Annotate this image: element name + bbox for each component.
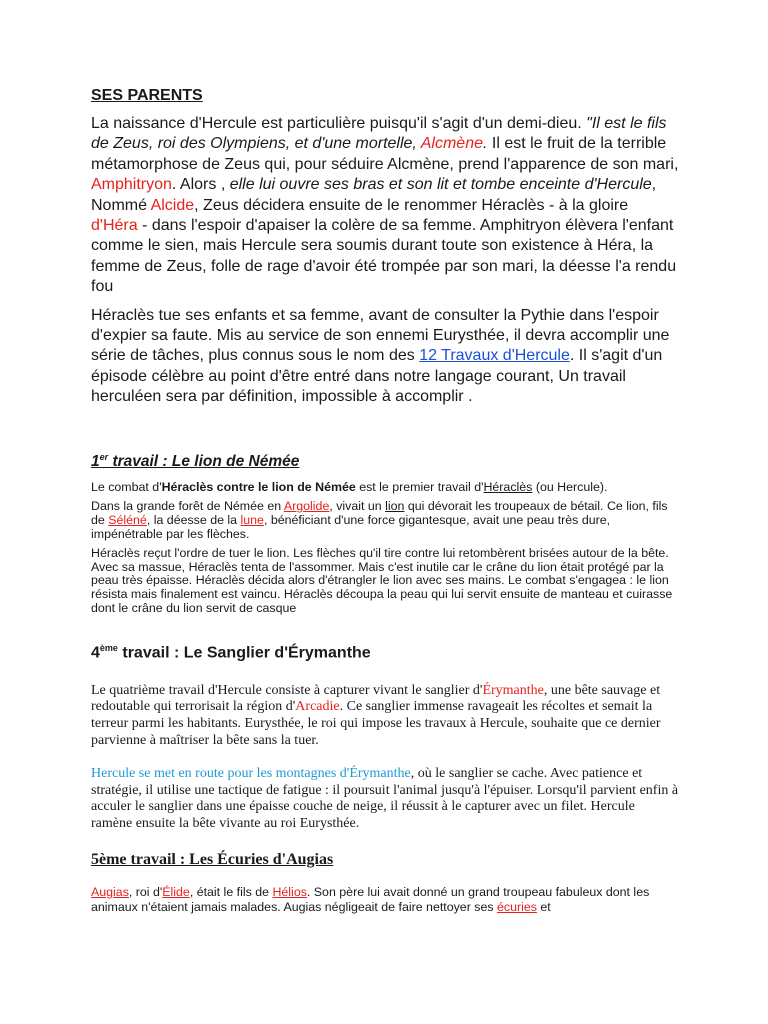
text-span: . Son père lui avait donné un grand troupeau fabuleux dont les animaux n'étaient jamais malades. Augias négligeait de faire nettoyer ses [91,884,650,915]
link-ecuries[interactable]: écuries [497,900,537,915]
name-amphitryon: Amphitryon [91,176,172,194]
text-span: . Alors , [171,176,230,194]
highlighted-text: Hercule se met en route pour les montagnes d'Érymanthe [91,765,411,781]
text-span: Héraclès tue ses enfants et sa femme, avant de consulter la Pythie dans l'espoir d'expier sa faute. Mis au service de son ennemi Eurysthée, il devra accomplir une série de tâches, plus connus sous le nom des [91,306,670,365]
text-span: Le quatrième travail d'Hercule consiste à capturer vivant le sanglier d' [91,682,483,698]
heading-travail-5: 5ème travail : Les Écuries d'Augias [91,850,334,868]
link-elide[interactable]: Élide [162,884,190,899]
heading-text: travail : Le Sanglier d'Érymanthe [117,644,371,662]
heading-ses-parents: SES PARENTS [91,87,203,104]
paragraph-lion-2 [91,500,679,541]
bold-text: Héraclès contre le lion de Némée [161,479,356,494]
text-span: , Nommé [91,176,657,214]
name-alcide: Alcide [150,196,195,214]
paragraph-sanglier-2 [91,766,679,833]
text-span: , était le fils de [189,884,273,899]
text-span: Dans la grande forêt de Némée en [91,499,284,514]
text-span: , où le sanglier se cache. Avec patience et stratégie, il utilise une tactique de fatigue : il poursuit l'animal jusqu'à l'épuiser. Lorsqu'il parvient enfin à acculer le sanglier dans une épaisse couche de neige, il réussit à le capturer avec un filet. Hercule ramène ensuite la bête vivante au roi Eurysthée. [91,765,679,832]
name-arcadie: Arcadie [295,699,340,715]
text-span: qui dévorait les troupeaux de bétail. Ce lion, fils de [91,499,668,528]
text-span: et [536,900,551,915]
text-span: . Il s'agit d'un épisode célèbre au point d'être entré dans notre langage courant, Un travail herculéen sera par définition, impossible à accomplir . [91,347,663,406]
link-heracles[interactable]: Héraclès [483,479,533,494]
link-selene[interactable]: Séléné [108,513,147,528]
link-helios[interactable]: Hélios [272,884,307,899]
heading-text: travail : Le lion de Némée [108,452,300,470]
link-argolide[interactable]: Argolide [283,499,330,514]
text-span: , roi d' [128,884,163,899]
heading-travail-4 [91,637,679,664]
heading-number: 1 [91,452,100,470]
heading-superscript: ème [99,643,118,654]
text-span: , vivait un [329,499,386,514]
quote-italic: elle lui ouvre ses bras et son lit et tombe enceinte d'Hercule [229,176,652,194]
name-hera: d'Héra [91,217,138,235]
heading-superscript: er [99,451,109,462]
paragraph-parents-2 [91,306,679,408]
link-lion[interactable]: lion [385,499,405,514]
text-span: . [482,135,488,153]
paragraph-sanglier-1 [91,683,679,750]
paragraph-augias-1 [91,885,679,916]
text-span: , bénéficiant d'une force gigantesque, avait une peau très dure, impénétrable par les flèches. [91,513,611,541]
quote-italic: "Il est le fils de Zeus, roi des Olympiens, et d'une mortelle, [91,115,667,153]
document-page [91,86,679,916]
name-erymanthe: Érymanthe [482,682,544,698]
link-12-travaux[interactable]: 12 Travaux d'Hercule [419,347,570,365]
name-alcmene: Alcmène [420,135,483,153]
paragraph-lion-3: Héraclès reçut l'ordre de tuer le lion. Les flèches qu'il tire contre lui retombèrent brisées autour de la bête. Avec sa massue, Héraclès tenta de l'assommer. Mais c'est inutile car le crâne du lion était protégé par la peau très épaisse. Héraclès décida alors d'étrangler le lion avec ses mains. Le combat s'engagea : le lion résista mais finalement est vaincu. Héraclès découpa la peau qui lui servit ensuite de manteau et cuirasse dont le crâne du lion servit de casque [91,546,673,615]
text-span: Le combat d' [91,479,162,494]
paragraph-parents-1 [91,114,679,298]
text-span: , une bête sauvage et redoutable qui terrorisait la région d' [91,682,661,715]
link-augias[interactable]: Augias [91,884,129,899]
text-span: , la déesse de la [146,513,241,528]
text-span: est le premier travail d' [355,479,484,494]
text-span: (ou Hercule). [532,479,608,494]
text-span: - dans l'espoir d'apaiser la colère de sa femme. Amphitryon élèvera l'enfant comme le sien, mais Hercule sera soumis durant toute son existence à Héra, la femme de Zeus, folle de rage d'avoir été trompée par son mari, la déesse l'a rendu fou [91,217,677,296]
text-span: La naissance d'Hercule est particulière puisqu'il s'agit d'un demi-dieu. [91,115,587,132]
link-lune[interactable]: lune [240,513,264,528]
text-span: Il est le fruit de la terrible métamorphose de Zeus qui, pour séduire Alcmène, prend l'apparence de son mari, [91,135,679,173]
text-span: , Zeus décidera ensuite de le renommer Héraclès - à la gloire [194,196,629,214]
heading-number: 4 [91,644,100,662]
text-span: . Ce sanglier immense ravageait les récoltes et semait la terreur parmi les habitants. Eurysthée, le roi qui impose les travaux à Hercule, souhaite que ce dernier parvienne à maîtriser la bête sans la tuer. [91,699,661,748]
heading-travail-1 [91,446,679,473]
paragraph-lion-1 [91,481,679,495]
